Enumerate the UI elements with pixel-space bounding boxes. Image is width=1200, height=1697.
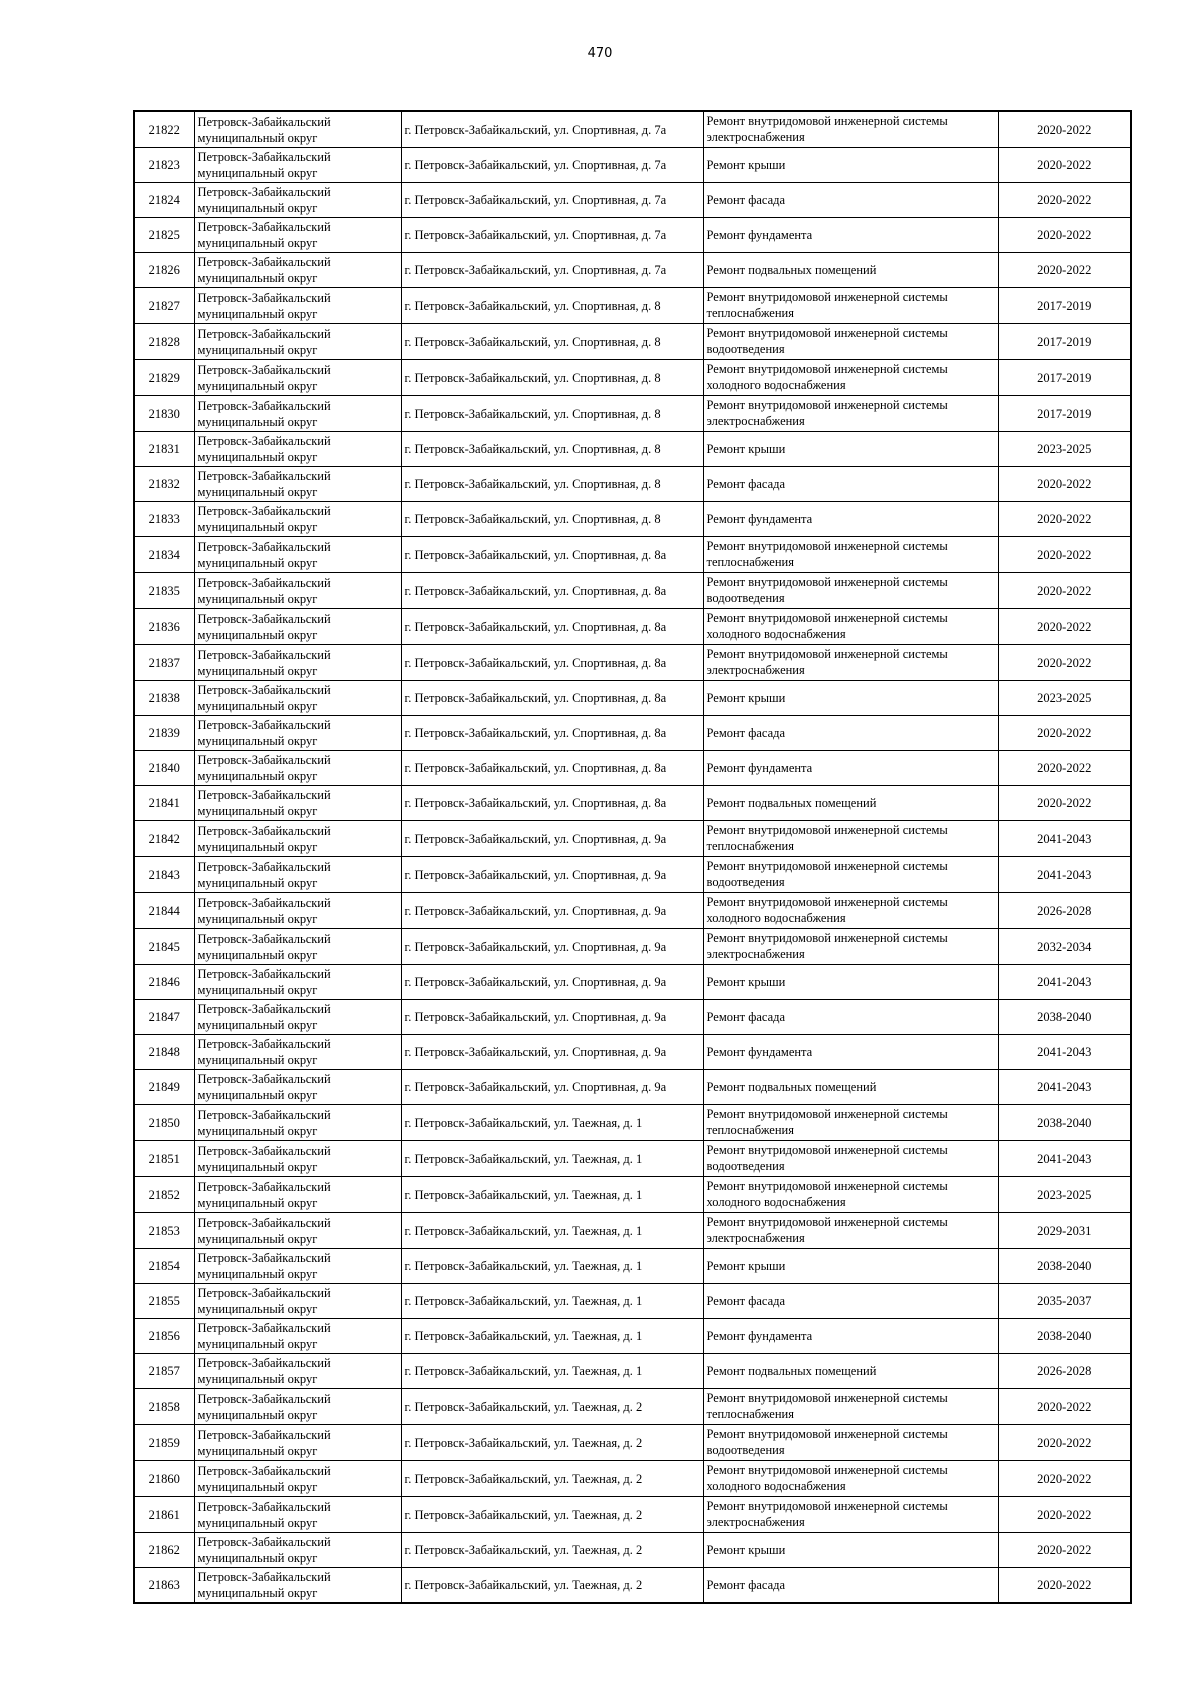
municipality-cell: Петровск-Забайкальский муниципальный округ	[194, 1105, 401, 1141]
municipality-cell: Петровск-Забайкальский муниципальный округ	[194, 324, 401, 360]
registry-body	[134, 111, 1131, 1603]
row-number: 21839	[134, 716, 194, 751]
municipality-cell: Петровск-Забайкальский муниципальный округ	[194, 1354, 401, 1389]
table-row	[134, 1105, 1131, 1141]
row-number: 21824	[134, 183, 194, 218]
address-cell: г. Петровск-Забайкальский, ул. Спортивная, д. 8	[401, 324, 703, 360]
work-type-cell: Ремонт внутридомовой инженерной системы водоотведения	[703, 573, 998, 609]
period-cell: 2041-2043	[998, 965, 1131, 1000]
address-cell: г. Петровск-Забайкальский, ул. Таежная, д. 2	[401, 1533, 703, 1568]
period-cell: 2041-2043	[998, 821, 1131, 857]
municipality-cell: Петровск-Забайкальский муниципальный округ	[194, 751, 401, 786]
registry-table	[133, 110, 1132, 1604]
period-cell: 2020-2022	[998, 1389, 1131, 1425]
table-row	[134, 1461, 1131, 1497]
period-cell: 2020-2022	[998, 218, 1131, 253]
address-cell: г. Петровск-Забайкальский, ул. Спортивная, д. 7а	[401, 111, 703, 148]
municipality-cell: Петровск-Забайкальский муниципальный округ	[194, 1461, 401, 1497]
row-number: 21850	[134, 1105, 194, 1141]
row-number: 21828	[134, 324, 194, 360]
address-cell: г. Петровск-Забайкальский, ул. Спортивная, д. 7а	[401, 183, 703, 218]
row-number: 21836	[134, 609, 194, 645]
work-type-cell: Ремонт крыши	[703, 432, 998, 467]
row-number: 21852	[134, 1177, 194, 1213]
municipality-cell: Петровск-Забайкальский муниципальный округ	[194, 288, 401, 324]
address-cell: г. Петровск-Забайкальский, ул. Спортивная, д. 8	[401, 502, 703, 537]
address-cell: г. Петровск-Забайкальский, ул. Таежная, д. 1	[401, 1284, 703, 1319]
table-row	[134, 609, 1131, 645]
table-row	[134, 1568, 1131, 1604]
municipality-cell: Петровск-Забайкальский муниципальный округ	[194, 467, 401, 502]
address-cell: г. Петровск-Забайкальский, ул. Спортивная, д. 8а	[401, 645, 703, 681]
municipality-cell: Петровск-Забайкальский муниципальный округ	[194, 645, 401, 681]
work-type-cell: Ремонт внутридомовой инженерной системы электроснабжения	[703, 1497, 998, 1533]
address-cell: г. Петровск-Забайкальский, ул. Таежная, д. 1	[401, 1213, 703, 1249]
work-type-cell: Ремонт фундамента	[703, 1319, 998, 1354]
period-cell: 2017-2019	[998, 324, 1131, 360]
municipality-cell: Петровск-Забайкальский муниципальный округ	[194, 1497, 401, 1533]
work-type-cell: Ремонт фасада	[703, 1284, 998, 1319]
row-number: 21833	[134, 502, 194, 537]
period-cell: 2041-2043	[998, 1035, 1131, 1070]
table-row	[134, 1000, 1131, 1035]
work-type-cell: Ремонт крыши	[703, 965, 998, 1000]
row-number: 21858	[134, 1389, 194, 1425]
address-cell: г. Петровск-Забайкальский, ул. Спортивная, д. 9а	[401, 965, 703, 1000]
work-type-cell: Ремонт крыши	[703, 1533, 998, 1568]
municipality-cell: Петровск-Забайкальский муниципальный округ	[194, 218, 401, 253]
municipality-cell: Петровск-Забайкальский муниципальный округ	[194, 111, 401, 148]
address-cell: г. Петровск-Забайкальский, ул. Спортивная, д. 8а	[401, 609, 703, 645]
row-number: 21842	[134, 821, 194, 857]
work-type-cell: Ремонт внутридомовой инженерной системы теплоснабжения	[703, 1389, 998, 1425]
address-cell: г. Петровск-Забайкальский, ул. Спортивная, д. 8	[401, 396, 703, 432]
row-number: 21862	[134, 1533, 194, 1568]
row-number: 21859	[134, 1425, 194, 1461]
period-cell: 2020-2022	[998, 716, 1131, 751]
row-number: 21841	[134, 786, 194, 821]
work-type-cell: Ремонт фасада	[703, 716, 998, 751]
period-cell: 2020-2022	[998, 253, 1131, 288]
table-row	[134, 1319, 1131, 1354]
period-cell: 2017-2019	[998, 360, 1131, 396]
row-number: 21856	[134, 1319, 194, 1354]
table-row	[134, 360, 1131, 396]
municipality-cell: Петровск-Забайкальский муниципальный округ	[194, 929, 401, 965]
address-cell: г. Петровск-Забайкальский, ул. Спортивная, д. 7а	[401, 148, 703, 183]
work-type-cell: Ремонт внутридомовой инженерной системы электроснабжения	[703, 1213, 998, 1249]
table-row	[134, 537, 1131, 573]
period-cell: 2017-2019	[998, 396, 1131, 432]
period-cell: 2020-2022	[998, 1533, 1131, 1568]
work-type-cell: Ремонт внутридомовой инженерной системы теплоснабжения	[703, 821, 998, 857]
municipality-cell: Петровск-Забайкальский муниципальный округ	[194, 1319, 401, 1354]
row-number: 21838	[134, 681, 194, 716]
work-type-cell: Ремонт внутридомовой инженерной системы холодного водоснабжения	[703, 1461, 998, 1497]
work-type-cell: Ремонт фасада	[703, 1000, 998, 1035]
work-type-cell: Ремонт внутридомовой инженерной системы холодного водоснабжения	[703, 609, 998, 645]
address-cell: г. Петровск-Забайкальский, ул. Таежная, д. 1	[401, 1319, 703, 1354]
table-row	[134, 1035, 1131, 1070]
row-number: 21853	[134, 1213, 194, 1249]
municipality-cell: Петровск-Забайкальский муниципальный округ	[194, 1389, 401, 1425]
table-row	[134, 645, 1131, 681]
address-cell: г. Петровск-Забайкальский, ул. Спортивная, д. 7а	[401, 253, 703, 288]
municipality-cell: Петровск-Забайкальский муниципальный округ	[194, 1284, 401, 1319]
municipality-cell: Петровск-Забайкальский муниципальный округ	[194, 1000, 401, 1035]
table-row	[134, 751, 1131, 786]
row-number: 21855	[134, 1284, 194, 1319]
row-number: 21827	[134, 288, 194, 324]
address-cell: г. Петровск-Забайкальский, ул. Спортивная, д. 8а	[401, 537, 703, 573]
row-number: 21854	[134, 1249, 194, 1284]
municipality-cell: Петровск-Забайкальский муниципальный округ	[194, 1425, 401, 1461]
table-row	[134, 1533, 1131, 1568]
row-number: 21848	[134, 1035, 194, 1070]
period-cell: 2029-2031	[998, 1213, 1131, 1249]
row-number: 21845	[134, 929, 194, 965]
address-cell: г. Петровск-Забайкальский, ул. Таежная, д. 1	[401, 1354, 703, 1389]
address-cell: г. Петровск-Забайкальский, ул. Спортивная, д. 9а	[401, 1035, 703, 1070]
work-type-cell: Ремонт внутридомовой инженерной системы холодного водоснабжения	[703, 1177, 998, 1213]
period-cell: 2020-2022	[998, 786, 1131, 821]
work-type-cell: Ремонт внутридомовой инженерной системы холодного водоснабжения	[703, 893, 998, 929]
table-row	[134, 1497, 1131, 1533]
address-cell: г. Петровск-Забайкальский, ул. Таежная, д. 1	[401, 1105, 703, 1141]
table-row	[134, 502, 1131, 537]
work-type-cell: Ремонт подвальных помещений	[703, 786, 998, 821]
municipality-cell: Петровск-Забайкальский муниципальный округ	[194, 502, 401, 537]
work-type-cell: Ремонт внутридомовой инженерной системы электроснабжения	[703, 111, 998, 148]
table-row	[134, 288, 1131, 324]
municipality-cell: Петровск-Забайкальский муниципальный округ	[194, 1141, 401, 1177]
row-number: 21851	[134, 1141, 194, 1177]
period-cell: 2020-2022	[998, 609, 1131, 645]
table-row	[134, 1141, 1131, 1177]
row-number: 21823	[134, 148, 194, 183]
row-number: 21834	[134, 537, 194, 573]
address-cell: г. Петровск-Забайкальский, ул. Таежная, д. 2	[401, 1389, 703, 1425]
municipality-cell: Петровск-Забайкальский муниципальный округ	[194, 857, 401, 893]
municipality-cell: Петровск-Забайкальский муниципальный округ	[194, 786, 401, 821]
period-cell: 2041-2043	[998, 1070, 1131, 1105]
table-row	[134, 111, 1131, 148]
address-cell: г. Петровск-Забайкальский, ул. Спортивная, д. 9а	[401, 1000, 703, 1035]
work-type-cell: Ремонт внутридомовой инженерной системы водоотведения	[703, 324, 998, 360]
row-number: 21843	[134, 857, 194, 893]
address-cell: г. Петровск-Забайкальский, ул. Спортивная, д. 9а	[401, 929, 703, 965]
municipality-cell: Петровск-Забайкальский муниципальный округ	[194, 148, 401, 183]
table-row	[134, 1389, 1131, 1425]
municipality-cell: Петровск-Забайкальский муниципальный округ	[194, 1177, 401, 1213]
period-cell: 2020-2022	[998, 537, 1131, 573]
work-type-cell: Ремонт внутридомовой инженерной системы теплоснабжения	[703, 537, 998, 573]
period-cell: 2020-2022	[998, 1568, 1131, 1604]
address-cell: г. Петровск-Забайкальский, ул. Спортивная, д. 8а	[401, 751, 703, 786]
table-row	[134, 786, 1131, 821]
work-type-cell: Ремонт фундамента	[703, 1035, 998, 1070]
municipality-cell: Петровск-Забайкальский муниципальный округ	[194, 432, 401, 467]
municipality-cell: Петровск-Забайкальский муниципальный округ	[194, 573, 401, 609]
work-type-cell: Ремонт подвальных помещений	[703, 253, 998, 288]
work-type-cell: Ремонт крыши	[703, 148, 998, 183]
table-row	[134, 821, 1131, 857]
row-number: 21831	[134, 432, 194, 467]
row-number: 21863	[134, 1568, 194, 1604]
period-cell: 2020-2022	[998, 502, 1131, 537]
municipality-cell: Петровск-Забайкальский муниципальный округ	[194, 183, 401, 218]
row-number: 21835	[134, 573, 194, 609]
address-cell: г. Петровск-Забайкальский, ул. Спортивная, д. 8а	[401, 786, 703, 821]
work-type-cell: Ремонт крыши	[703, 681, 998, 716]
row-number: 21846	[134, 965, 194, 1000]
table-row	[134, 253, 1131, 288]
work-type-cell: Ремонт фундамента	[703, 218, 998, 253]
table-row	[134, 148, 1131, 183]
table-row	[134, 893, 1131, 929]
municipality-cell: Петровск-Забайкальский муниципальный округ	[194, 360, 401, 396]
work-type-cell: Ремонт подвальных помещений	[703, 1070, 998, 1105]
page-number: 470	[587, 46, 613, 61]
address-cell: г. Петровск-Забайкальский, ул. Таежная, д. 2	[401, 1568, 703, 1604]
address-cell: г. Петровск-Забайкальский, ул. Таежная, д. 2	[401, 1425, 703, 1461]
municipality-cell: Петровск-Забайкальский муниципальный округ	[194, 716, 401, 751]
municipality-cell: Петровск-Забайкальский муниципальный округ	[194, 253, 401, 288]
work-type-cell: Ремонт внутридомовой инженерной системы холодного водоснабжения	[703, 360, 998, 396]
period-cell: 2020-2022	[998, 148, 1131, 183]
address-cell: г. Петровск-Забайкальский, ул. Спортивная, д. 9а	[401, 821, 703, 857]
period-cell: 2020-2022	[998, 183, 1131, 218]
address-cell: г. Петровск-Забайкальский, ул. Спортивная, д. 8	[401, 432, 703, 467]
row-number: 21847	[134, 1000, 194, 1035]
address-cell: г. Петровск-Забайкальский, ул. Спортивная, д. 8	[401, 288, 703, 324]
row-number: 21830	[134, 396, 194, 432]
row-number: 21837	[134, 645, 194, 681]
table-row	[134, 1070, 1131, 1105]
municipality-cell: Петровск-Забайкальский муниципальный округ	[194, 681, 401, 716]
municipality-cell: Петровск-Забайкальский муниципальный округ	[194, 537, 401, 573]
municipality-cell: Петровск-Забайкальский муниципальный округ	[194, 609, 401, 645]
address-cell: г. Петровск-Забайкальский, ул. Спортивная, д. 9а	[401, 1070, 703, 1105]
row-number: 21857	[134, 1354, 194, 1389]
table-row	[134, 929, 1131, 965]
work-type-cell: Ремонт фасада	[703, 183, 998, 218]
address-cell: г. Петровск-Забайкальский, ул. Таежная, д. 1	[401, 1141, 703, 1177]
table-row	[134, 573, 1131, 609]
municipality-cell: Петровск-Забайкальский муниципальный округ	[194, 1533, 401, 1568]
work-type-cell: Ремонт подвальных помещений	[703, 1354, 998, 1389]
municipality-cell: Петровск-Забайкальский муниципальный округ	[194, 1035, 401, 1070]
work-type-cell: Ремонт внутридомовой инженерной системы электроснабжения	[703, 396, 998, 432]
period-cell: 2026-2028	[998, 1354, 1131, 1389]
period-cell: 2017-2019	[998, 288, 1131, 324]
table-row	[134, 681, 1131, 716]
row-number: 21826	[134, 253, 194, 288]
period-cell: 2020-2022	[998, 645, 1131, 681]
period-cell: 2032-2034	[998, 929, 1131, 965]
period-cell: 2041-2043	[998, 1141, 1131, 1177]
address-cell: г. Петровск-Забайкальский, ул. Таежная, д. 1	[401, 1249, 703, 1284]
address-cell: г. Петровск-Забайкальский, ул. Спортивная, д. 8	[401, 360, 703, 396]
municipality-cell: Петровск-Забайкальский муниципальный округ	[194, 396, 401, 432]
municipality-cell: Петровск-Забайкальский муниципальный округ	[194, 1213, 401, 1249]
row-number: 21860	[134, 1461, 194, 1497]
address-cell: г. Петровск-Забайкальский, ул. Спортивная, д. 8а	[401, 573, 703, 609]
work-type-cell: Ремонт внутридомовой инженерной системы электроснабжения	[703, 929, 998, 965]
table-row	[134, 183, 1131, 218]
table-row	[134, 324, 1131, 360]
municipality-cell: Петровск-Забайкальский муниципальный округ	[194, 821, 401, 857]
period-cell: 2020-2022	[998, 573, 1131, 609]
row-number: 21832	[134, 467, 194, 502]
row-number: 21861	[134, 1497, 194, 1533]
address-cell: г. Петровск-Забайкальский, ул. Спортивная, д. 9а	[401, 857, 703, 893]
period-cell: 2023-2025	[998, 432, 1131, 467]
period-cell: 2020-2022	[998, 111, 1131, 148]
table-row	[134, 1177, 1131, 1213]
table-row	[134, 1354, 1131, 1389]
address-cell: г. Петровск-Забайкальский, ул. Спортивная, д. 9а	[401, 893, 703, 929]
period-cell: 2023-2025	[998, 1177, 1131, 1213]
table-row	[134, 716, 1131, 751]
period-cell: 2038-2040	[998, 1319, 1131, 1354]
table-row	[134, 1284, 1131, 1319]
work-type-cell: Ремонт внутридомовой инженерной системы водоотведения	[703, 1425, 998, 1461]
period-cell: 2038-2040	[998, 1000, 1131, 1035]
address-cell: г. Петровск-Забайкальский, ул. Спортивная, д. 8а	[401, 681, 703, 716]
address-cell: г. Петровск-Забайкальский, ул. Таежная, д. 2	[401, 1461, 703, 1497]
table-row	[134, 965, 1131, 1000]
municipality-cell: Петровск-Забайкальский муниципальный округ	[194, 1249, 401, 1284]
period-cell: 2020-2022	[998, 1461, 1131, 1497]
table-row	[134, 1249, 1131, 1284]
work-type-cell: Ремонт крыши	[703, 1249, 998, 1284]
work-type-cell: Ремонт фасада	[703, 467, 998, 502]
table-row	[134, 1213, 1131, 1249]
work-type-cell: Ремонт внутридомовой инженерной системы электроснабжения	[703, 645, 998, 681]
period-cell: 2026-2028	[998, 893, 1131, 929]
period-cell: 2035-2037	[998, 1284, 1131, 1319]
period-cell: 2020-2022	[998, 751, 1131, 786]
address-cell: г. Петровск-Забайкальский, ул. Спортивная, д. 8	[401, 467, 703, 502]
row-number: 21822	[134, 111, 194, 148]
work-type-cell: Ремонт внутридомовой инженерной системы водоотведения	[703, 1141, 998, 1177]
row-number: 21849	[134, 1070, 194, 1105]
municipality-cell: Петровск-Забайкальский муниципальный округ	[194, 893, 401, 929]
period-cell: 2038-2040	[998, 1105, 1131, 1141]
row-number: 21825	[134, 218, 194, 253]
address-cell: г. Петровск-Забайкальский, ул. Таежная, д. 1	[401, 1177, 703, 1213]
period-cell: 2041-2043	[998, 857, 1131, 893]
work-type-cell: Ремонт фундамента	[703, 502, 998, 537]
municipality-cell: Петровск-Забайкальский муниципальный округ	[194, 1568, 401, 1604]
table-row	[134, 467, 1131, 502]
period-cell: 2020-2022	[998, 1497, 1131, 1533]
period-cell: 2020-2022	[998, 1425, 1131, 1461]
table-row	[134, 857, 1131, 893]
table-row	[134, 1425, 1131, 1461]
period-cell: 2020-2022	[998, 467, 1131, 502]
row-number: 21829	[134, 360, 194, 396]
municipality-cell: Петровск-Забайкальский муниципальный округ	[194, 965, 401, 1000]
work-type-cell: Ремонт фасада	[703, 1568, 998, 1604]
table-row	[134, 432, 1131, 467]
work-type-cell: Ремонт внутридомовой инженерной системы водоотведения	[703, 857, 998, 893]
municipality-cell: Петровск-Забайкальский муниципальный округ	[194, 1070, 401, 1105]
table-row	[134, 218, 1131, 253]
address-cell: г. Петровск-Забайкальский, ул. Спортивная, д. 7а	[401, 218, 703, 253]
row-number: 21844	[134, 893, 194, 929]
work-type-cell: Ремонт внутридомовой инженерной системы теплоснабжения	[703, 1105, 998, 1141]
work-type-cell: Ремонт внутридомовой инженерной системы теплоснабжения	[703, 288, 998, 324]
period-cell: 2023-2025	[998, 681, 1131, 716]
row-number: 21840	[134, 751, 194, 786]
table-row	[134, 396, 1131, 432]
period-cell: 2038-2040	[998, 1249, 1131, 1284]
address-cell: г. Петровск-Забайкальский, ул. Спортивная, д. 8а	[401, 716, 703, 751]
address-cell: г. Петровск-Забайкальский, ул. Таежная, д. 2	[401, 1497, 703, 1533]
work-type-cell: Ремонт фундамента	[703, 751, 998, 786]
